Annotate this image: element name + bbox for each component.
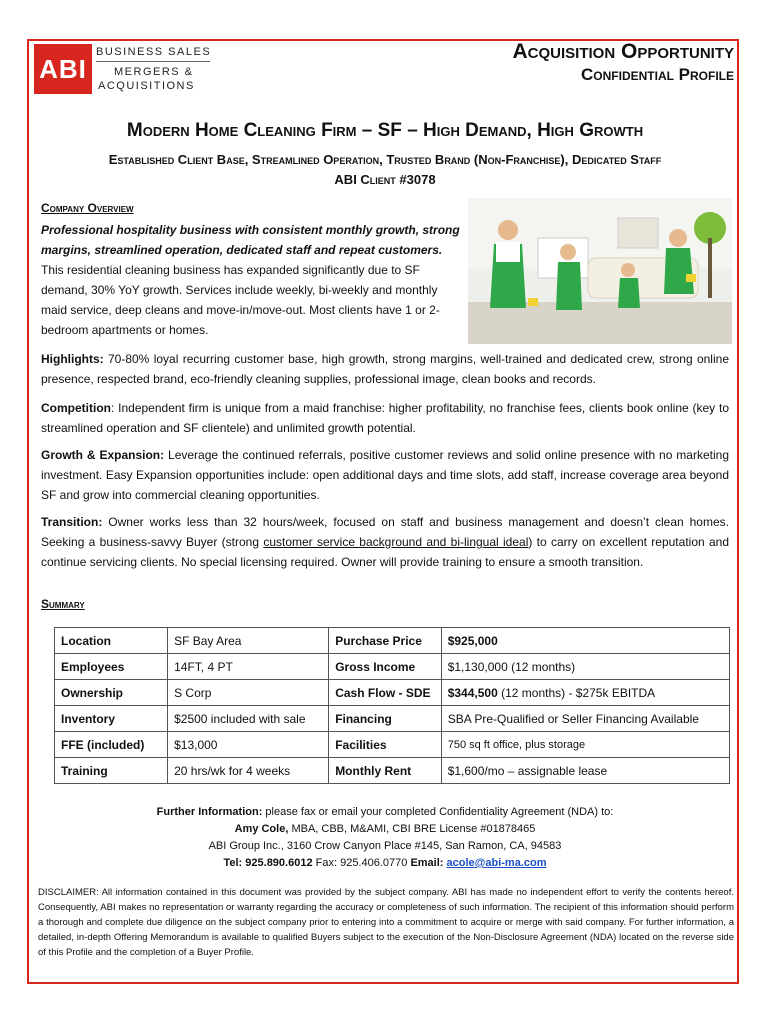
client-number: ABI Client #3078	[334, 172, 436, 187]
page-subtitle: Established Client Base, Streamlined Operation, Trusted Brand (Non-Franchise), Dedicated Staff	[108, 152, 662, 167]
highlights-paragraph	[41, 349, 729, 389]
summary-value: $1,130,000 (12 months)	[441, 654, 729, 680]
summary-table	[54, 627, 730, 784]
logo-line-mergers: MERGERS &	[114, 66, 194, 78]
summary-label: Location	[55, 628, 168, 654]
summary-label: Ownership	[55, 680, 168, 706]
summary-value: S Corp	[168, 680, 329, 706]
contact-credentials: MBA, CBB, M&AMI, CBI BRE License #01878465	[288, 823, 536, 835]
logo-divider	[96, 61, 210, 62]
competition-label: Competition	[41, 401, 111, 415]
summary-value: $1,600/mo – assignable lease	[441, 758, 729, 784]
summary-value	[441, 680, 729, 706]
summary-value: SF Bay Area	[168, 628, 329, 654]
email-link[interactable]: acole@abi-ma.com	[446, 857, 547, 869]
summary-label: Inventory	[55, 706, 168, 732]
summary-label: Cash Flow - SDE	[329, 680, 442, 706]
transition-underlined: customer service background and bi-lingual ideal	[263, 535, 529, 549]
summary-label: Employees	[55, 654, 168, 680]
summary-value: $13,000	[168, 732, 329, 758]
transition-paragraph	[41, 512, 729, 572]
summary-value-bold: $344,500	[447, 685, 498, 700]
summary-row	[55, 680, 730, 706]
transition-text-2: ) to carry on excellent reputation and continue servicing clients. No special licensing required. Owner will provide training to ensure a smooth transition.	[41, 535, 729, 569]
contact-address: ABI Group Inc., 3160 Crow Canyon Place #145, San Ramon, CA, 94583	[208, 840, 562, 852]
summary-value-rest: (12 months) - $275k EBITDA	[497, 685, 656, 700]
contact-phone-line	[0, 855, 770, 872]
transition-text-1: Owner works less than 32 hours/week, focused on staff and business management and doesn’t clean homes. Seeking a business-savvy Buyer (strong	[41, 515, 729, 549]
summary-value: $925,000	[441, 628, 729, 654]
summary-heading: Summary	[41, 597, 85, 611]
summary-label: FFE (included)	[55, 732, 168, 758]
cleaning-crew-photo	[468, 198, 732, 344]
header-title: Acquisition Opportunity	[512, 40, 734, 63]
header-titles	[512, 40, 734, 86]
competition-paragraph	[41, 398, 729, 438]
contact-name-line	[0, 821, 770, 838]
contact-fax: Fax: 925.406.0770	[312, 857, 411, 869]
overview-lead: Professional hospitality business with consistent monthly growth, strong margins, streamlined operation, dedicated staff and repeat customers.	[41, 223, 460, 257]
header-subtitle: Confidential Profile	[581, 65, 734, 84]
summary-row	[55, 758, 730, 784]
summary-row	[55, 654, 730, 680]
company-overview	[41, 220, 461, 340]
summary-label: Monthly Rent	[329, 758, 442, 784]
summary-value: 14FT, 4 PT	[168, 654, 329, 680]
summary-row	[55, 732, 730, 758]
transition-label: Transition:	[41, 515, 103, 529]
summary-value: 20 hrs/wk for 4 weeks	[168, 758, 329, 784]
summary-label: Gross Income	[329, 654, 442, 680]
logo-line-acquisitions: ACQUISITIONS	[98, 80, 195, 92]
logo-line-business-sales: BUSINESS SALES	[96, 46, 212, 58]
growth-label: Growth & Expansion:	[41, 448, 165, 462]
growth-paragraph	[41, 445, 729, 505]
disclaimer: DISCLAIMER: All information contained in this document was provided by the subject company. ABI has made no independent effort to verify the contents hereof. Consequently, ABI makes no representation or warranty regarding the accuracy or completeness of such information. The recipient of this information should perform a thorough and complete due diligence on the subject company prior to entering into a commitment to acquire or merge with said company. For further information, a detailed, in-depth Offering Memorandum is available to qualified Buyers subject to the execution of the Non-Disclosure Agreement (NDA) located on the reverse side of this Profile and the completion of a Buyer Profile.	[38, 887, 734, 958]
further-info-text: please fax or email your completed Confidentiality Agreement (NDA) to:	[262, 806, 614, 818]
further-info-line	[0, 804, 770, 821]
summary-label: Financing	[329, 706, 442, 732]
logo-mark: ABI	[34, 44, 92, 94]
company-overview-heading: Company Overview	[41, 201, 134, 215]
summary-value: 750 sq ft office, plus storage	[441, 732, 729, 758]
overview-body: This residential cleaning business has expanded significantly due to SF demand, 30% YoY growth. Services include weekly, bi-weekly and monthly maid service, deep cleans and move-in/move-out. Most clients have 1 or 2-bedroom apartments or homes.	[41, 263, 440, 337]
summary-label: Purchase Price	[329, 628, 442, 654]
summary-row	[55, 706, 730, 732]
email-label: Email:	[410, 857, 444, 869]
summary-label: Facilities	[329, 732, 442, 758]
summary-label: Training	[55, 758, 168, 784]
highlights-label: Highlights:	[41, 352, 104, 366]
highlights-text: 70-80% loyal recurring customer base, high growth, strong margins, well-trained and dedicated crew, strong online presence, respected brand, eco-friendly cleaning supplies, professional image, clean books and records.	[41, 352, 729, 386]
summary-value: SBA Pre-Qualified or Seller Financing Available	[441, 706, 729, 732]
contact-name: Amy Cole,	[234, 823, 289, 835]
contact-info	[0, 804, 770, 872]
summary-value: $2500 included with sale	[168, 706, 329, 732]
growth-text: Leverage the continued referrals, positive customer reviews and solid online presence with no marketing investment. Easy Expansion opportunities include: open additional days and time slots, add staff, increase coverage area beyond SF and grow into commercial cleaning opportunities.	[41, 448, 729, 502]
page-title: Modern Home Cleaning Firm – SF – High Demand, High Growth	[126, 120, 644, 141]
further-info-label: Further Information:	[156, 806, 263, 818]
contact-phone: Tel: 925.890.6012	[223, 857, 313, 869]
competition-text: : Independent firm is unique from a maid franchise: higher profitability, no franchise fees, clients book online (key to streamlined operation and SF clientele) and unlimited growth potential.	[41, 401, 729, 435]
summary-row	[55, 628, 730, 654]
abi-logo	[34, 44, 210, 96]
